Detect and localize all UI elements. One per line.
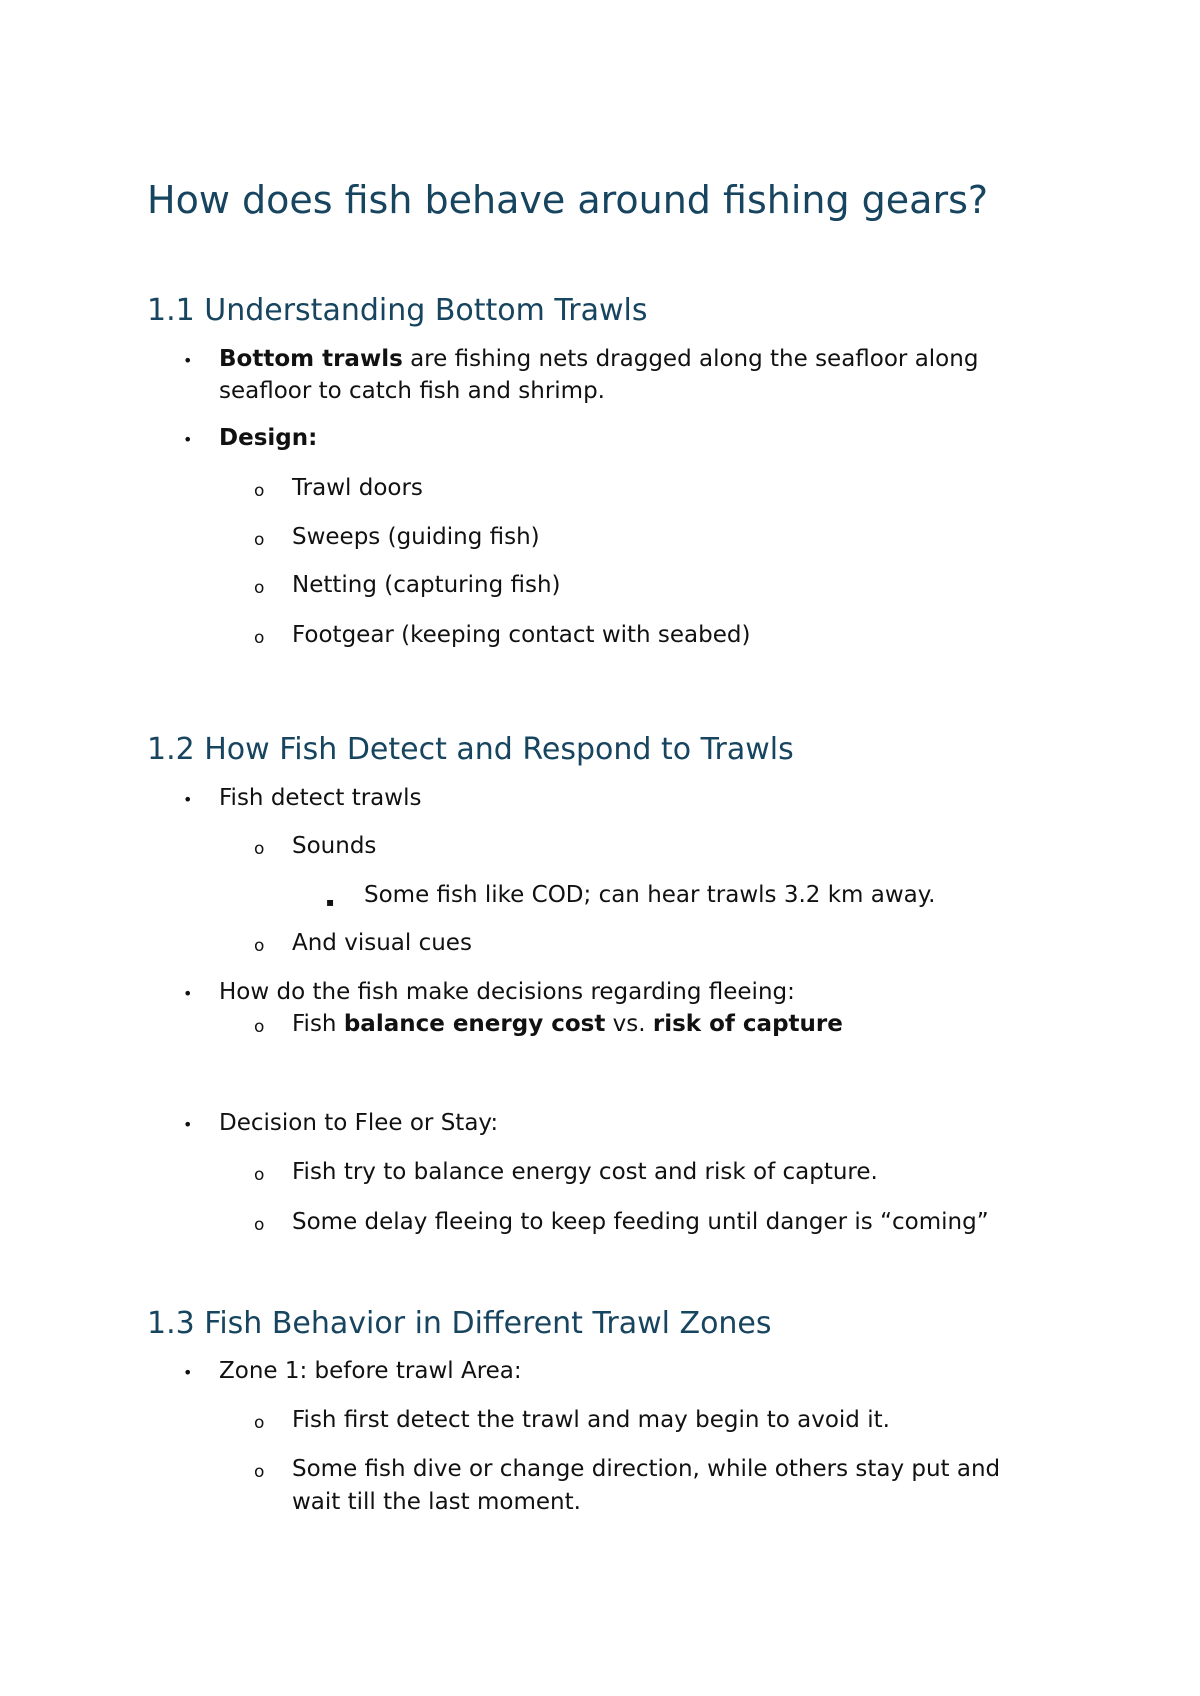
sub-bullet-marker: o (254, 936, 265, 956)
page-title: How does fish behave around fishing gears? (147, 178, 989, 222)
bullet-marker: • (183, 1115, 193, 1134)
list-item-text: vs. (605, 1011, 653, 1037)
sub-bullet-marker: o (254, 1165, 265, 1185)
sub-list-item-continuation: wait till the last moment. (292, 1489, 581, 1515)
sub-list-item: Fish first detect the trawl and may begin to avoid it. (292, 1407, 890, 1433)
list-item-text: are fishing nets dragged along the seafloor along (402, 346, 979, 372)
sub-list-item: Trawl doors (292, 475, 423, 501)
bullet-marker: • (183, 1363, 193, 1382)
list-item-design (219, 422, 317, 454)
sub-bullet-marker: o (254, 1017, 265, 1037)
sub-bullet-marker: o (254, 1413, 265, 1433)
sub-bullet-marker: o (254, 530, 265, 550)
list-item: Fish detect trawls (219, 785, 422, 811)
bullet-marker: • (183, 430, 193, 449)
list-item: Zone 1: before trawl Area: (219, 1358, 522, 1384)
section-heading-1-1: 1.1 Understanding Bottom Trawls (147, 293, 648, 328)
bullet-marker: • (183, 984, 193, 1003)
sub-bullet-marker: o (254, 1462, 265, 1482)
sub-list-item: Netting (capturing fish) (292, 572, 561, 598)
list-item: How do the fish make decisions regarding fleeing: (219, 979, 795, 1005)
sub-bullet-marker: o (254, 1215, 265, 1235)
sub-list-item-balance (292, 1008, 843, 1040)
sub-list-item: Sweeps (guiding fish) (292, 524, 540, 550)
sub-list-item: Some delay fleeing to keep feeding until danger is “coming” (292, 1209, 989, 1235)
bold-term: risk of capture (652, 1011, 843, 1037)
section-heading-1-2: 1.2 How Fish Detect and Respond to Trawls (147, 732, 794, 767)
sub-sub-list-item: Some fish like COD; can hear trawls 3.2 km away. (364, 882, 936, 908)
sub-bullet-marker: o (254, 578, 265, 598)
sub-bullet-marker: o (254, 839, 265, 859)
sub-list-item: Some fish dive or change direction, while others stay put and (292, 1456, 1001, 1482)
sub-bullet-marker: o (254, 481, 265, 501)
list-item-continuation: seafloor to catch fish and shrimp. (219, 378, 605, 404)
list-item: Decision to Flee or Stay: (219, 1110, 499, 1136)
list-item-bottom-trawls (219, 343, 978, 375)
sub-bullet-marker: o (254, 628, 265, 648)
bullet-marker: • (183, 351, 193, 370)
sub-list-item: Footgear (keeping contact with seabed) (292, 622, 751, 648)
bold-term: Bottom trawls (219, 346, 403, 372)
bold-term: balance energy cost (343, 1011, 606, 1037)
sub-list-item: Fish try to balance energy cost and risk of capture. (292, 1159, 878, 1185)
bold-term: Design: (219, 425, 318, 451)
sub-list-item: And visual cues (292, 930, 472, 956)
sub-sub-bullet-marker: ▪ (326, 895, 335, 909)
section-heading-1-3: 1.3 Fish Behavior in Different Trawl Zones (147, 1306, 772, 1341)
bullet-marker: • (183, 790, 193, 809)
sub-list-item: Sounds (292, 833, 377, 859)
list-item-text: Fish (292, 1011, 344, 1037)
